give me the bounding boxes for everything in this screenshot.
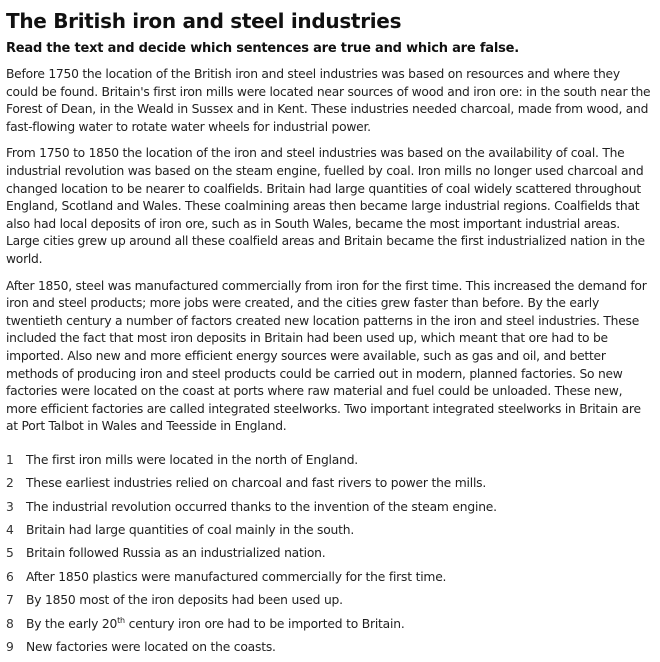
ordinal-suffix: th [117, 615, 125, 625]
paragraph-1750-1850: From 1750 to 1850 the location of the iron and steel industries was based on the availability of coal. The industrial revolution was based on the steam engine, fuelled by coal. Iron mills no longer used charcoal and changed location to be nearer to coalfields. Britain had large quantities of coal widely scattered throughout England, Scotland and Wales. These coalmining areas then became large industrial regions. Coalfields that also had local deposits of iron ore, such as in South Wales, became the most important industrial areas. Large cities grew up around all these coalfield areas and Britain became the first industrialized nation in the world. [6, 146, 645, 266]
statement-text: The industrial revolution occurred thanks to the invention of the steam engine. [26, 499, 497, 514]
statement-text: After 1850 plastics were manufactured commercially for the first time. [26, 569, 447, 584]
statement-item [6, 475, 652, 498]
statement-list [6, 452, 652, 662]
statement-item [6, 522, 652, 545]
statement-number: 4 [6, 523, 14, 538]
statement-text: Britain followed Russia as an industrialized nation. [26, 546, 326, 561]
statement-item [6, 545, 652, 568]
statement-number: 3 [6, 499, 14, 514]
statement-text: The first iron mills were located in the north of England. [26, 452, 359, 467]
statement-number: 9 [6, 640, 14, 654]
statement-text: Britain had large quantities of coal mainly in the south. [26, 523, 355, 538]
statement-text: These earliest industries relied on charcoal and fast rivers to power the mills. [26, 476, 487, 491]
statement-number: 1 [6, 452, 14, 467]
statement-item [6, 452, 652, 475]
statement-item [6, 569, 652, 592]
statement-number: 7 [6, 593, 14, 608]
page-title: The British iron and steel industries [6, 9, 402, 33]
statement-text-start: By the early 20 [26, 616, 118, 631]
statement-text [26, 616, 405, 639]
paragraph-before-1750: Before 1750 the location of the British iron and steel industries was based on resources and where they could be found. Britain's first iron mills were located near sources of wood and iron ore: in the south near the Forest of Dean, in the Weald in Sussex and in Kent. These industries needed charcoal, made from wood, and fast-flowing water to rotate water wheels for industrial power. [6, 67, 651, 134]
statement-number: 6 [6, 569, 14, 584]
statement-number: 2 [6, 476, 14, 491]
statement-item [6, 639, 652, 662]
paragraph-after-1850: After 1850, steel was manufactured commercially from iron for the first time. This increased the demand for iron and steel products; more jobs were created, and the cities grew faster than before. By the early twentieth century a number of factors created new location patterns in the iron and steel industries. These included the fact that most iron deposits in Britain had been used up, which meant that ore had to be imported. Also new and more efficient energy sources were available, such as gas and oil, and better methods of producing iron and steel products could be carried out in modern, planned factories. So new factories were located on the coast at ports where raw material and fuel could be unloaded. These new, more efficient factories are called integrated steelworks. Two important integrated steelworks in Britain are at Port Talbot in Wales and Teesside in England. [6, 278, 647, 434]
statement-item [6, 499, 652, 522]
statement-text-end: century iron ore had to be imported to Britain. [124, 616, 405, 631]
statement-number: 8 [6, 616, 14, 631]
statement-text: By 1850 most of the iron deposits had been used up. [26, 593, 343, 608]
statement-item [6, 616, 652, 639]
statement-number: 5 [6, 546, 14, 561]
statement-text: New factories were located on the coasts. [26, 640, 276, 654]
worksheet-page [6, 8, 652, 662]
instruction-text: Read the text and decide which sentences are true and which are false. [6, 41, 520, 56]
statement-item [6, 592, 652, 615]
